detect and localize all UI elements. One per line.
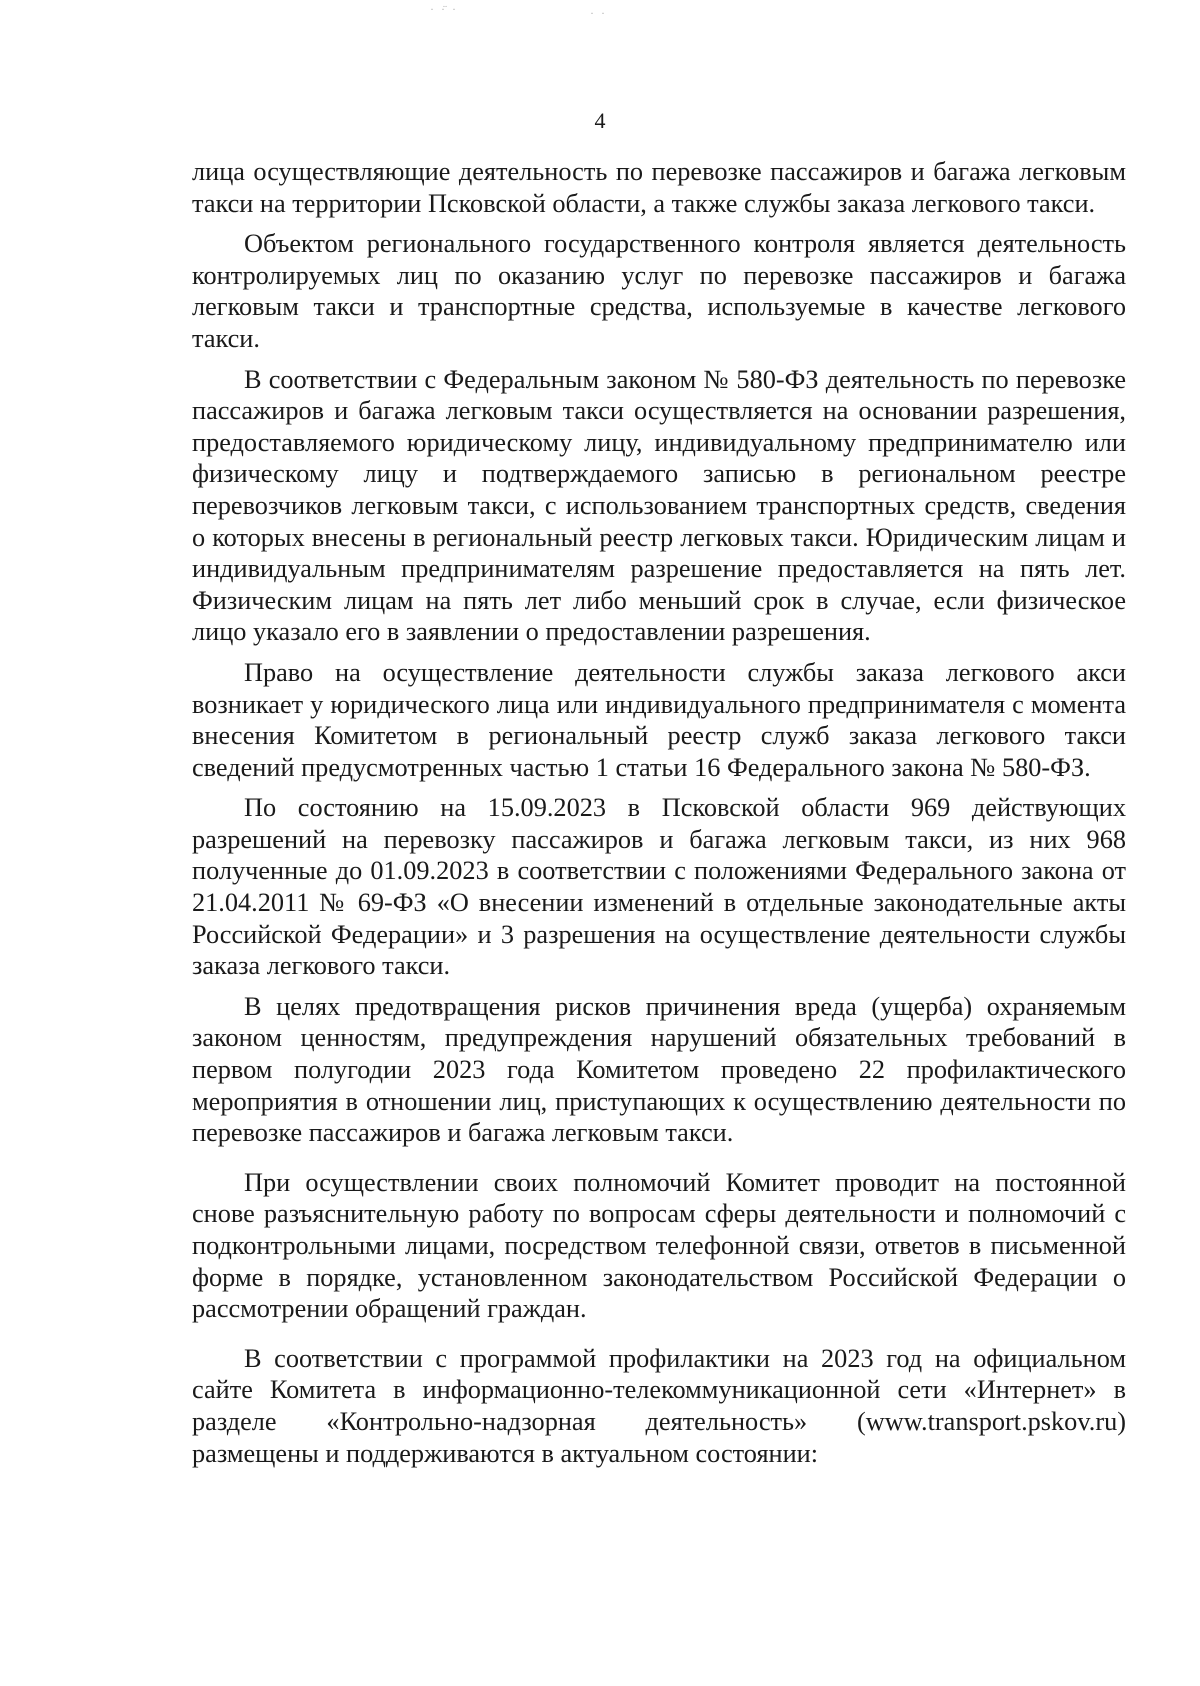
paragraph: Объектом регионального государственного контроля является деятельность контролируемых лиц по оказанию услуг по перевозке пассажиров и багажа легковым такси и транспортные средства, используемые в качестве легкового такси. bbox=[192, 229, 1126, 353]
paragraph: По состоянию на 15.09.2023 в Псковской области 969 действующих разрешений на перевозку пассажиров и багажа легковым такси, из них 968 полученные до 01.09.2023 в соответствии с положениями Федерального закона от 21.04.2011 № 69-ФЗ «О внесении изменений в отдельные законодательные акты Российской Федерации» и 3 разрешения на осуществление деятельности службы заказа легкового такси. bbox=[192, 793, 1126, 981]
paragraph: При осуществлении своих полномочий Комитет проводит на постоянной снове разъяснительную работу по вопросам сферы деятельности и полномочий с подконтрольными лицами, посредством телефонной связи, ответов в письменной форме в порядке, установленном законодательством Российской Федерации о рассмотрении обращений граждан. bbox=[192, 1167, 1126, 1324]
paragraph: лица осуществляющие деятельность по перевозке пассажиров и багажа легковым такси на территории Псковской области, а также службы заказа легкового такси. bbox=[192, 157, 1126, 218]
paragraph: В целях предотвращения рисков причинения вреда (ущерба) охраняемым законом ценностям, предупреждения нарушений обязательных требований в первом полугодии 2023 года Комитетом проведено 22 профилактического мероприятия в отношении лиц, приступающих к осуществлению деятельности по перевозке пассажиров и багажа легковым такси. bbox=[192, 991, 1126, 1148]
paragraph: В соответствии с Федеральным законом № 580-ФЗ деятельность по перевозке пассажиров и багажа легковым такси осуществляется на основании разрешения, предоставляемого юридическому лицу, индивидуальному предпринимателю или физическому лицу и подтверждаемого записью в региональном реестре перевозчиков легковым такси, с использованием транспортных средств, сведения о которых внесены в региональный реестр легковых такси. Юридическим лицам и индивидуальным предпринимателям разрешение предоставляется на пять лет. Физическим лицам на пять лет либо меньший срок в случае, если физическое лицо указало его в заявлении о предоставлении разрешения. bbox=[192, 364, 1126, 647]
document-body bbox=[192, 156, 1126, 1478]
scan-artifact: · · bbox=[590, 6, 607, 20]
scan-artifact: · ·̈ · bbox=[430, 2, 458, 16]
page-number: 4 bbox=[594, 108, 606, 133]
paragraph: В соответствии с программой профилактики на 2023 год на официальном сайте Комитета в информационно-телекоммуникационной сети «Интернет» в разделе «Контрольно-надзорная деятельность» (www.transport.pskov.ru) размещены и поддерживаются в актуальном состоянии: bbox=[192, 1343, 1126, 1468]
paragraph: Право на осуществление деятельности службы заказа легкового акси возникает у юридического лица или индивидуального предпринимателя с момента внесения Комитетом в региональный реестр служб заказа легкового такси сведений предусмотренных частью 1 статьи 16 Федерального закона № 580-ФЗ. bbox=[192, 657, 1126, 782]
